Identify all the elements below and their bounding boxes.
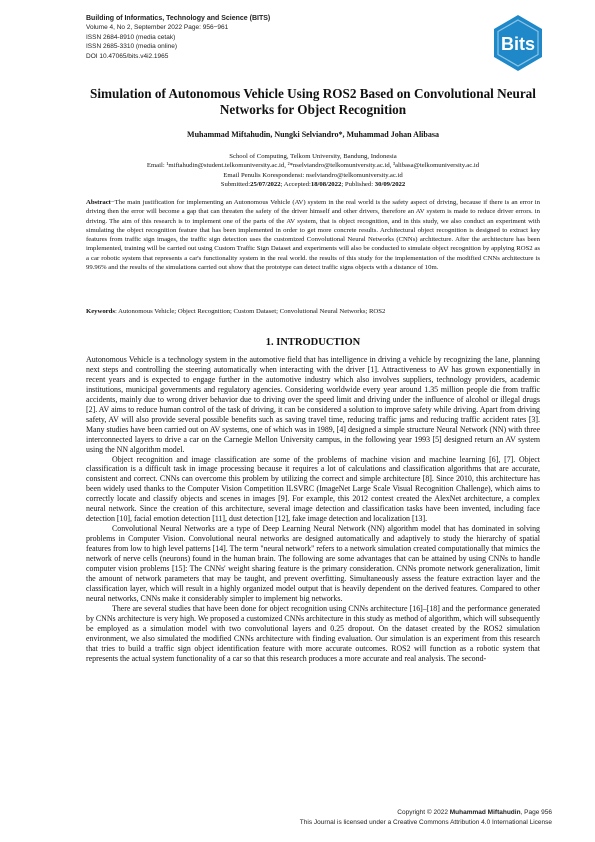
- logo-text: Bits: [500, 34, 536, 54]
- published-label: ; Published:: [341, 180, 375, 188]
- paper-title: Simulation of Autonomous Vehicle Using ROS2 Based on Convolutional Neural Networks for Object Recognition: [90, 86, 536, 117]
- published-date: 30/09/2022: [374, 180, 406, 188]
- paragraph: Object recognition and image classification are some of the problems of machine vision and machine learning [6], [7]. Object classification is a difficult task in image processing because it requires a lot of calculations and classification algorithms that are accurate, consistent and correct. CNNs can overcome this problem by utilizing the correct and simple architecture [8]. Since 2010, this architecture has been widely used thanks to the Computer Vision Competition ILSVRC (ImageNet Large Scale Visual Recognition Challenge), which aims to correctly locate and classify objects and scenes in images [9]. For example, this 2012 contest created the AlexNet architecture, a complex neural network. Since the creation of this architecture, several image detection and classification tasks have been invented, including face detection [10], facial emotion detection [11], dust detection [12], fake image detection and localization [13].: [86, 454, 540, 524]
- paragraph: Convolutional Neural Networks are a type of Deep Learning Neural Network (NN) algorithm model that has dominated in solving problems in Computer Vision. Convolutional neural networks are designed automatically and adaptively to study the hierarchy of spatial features from low to high level patterns [14]. The term "neural network" refers to a network simulation created computationally that mimics the network of nerve cells (neurons) found in the human brain. The following are some advantages that can be attained by using CNNs to handle computer vision problems [15]: The CNNs' weight sharing feature is the primary consideration. CNNs promote network generalization, limit the amount of network parameters that may be taught, and prevent overfitting. Simultaneously assess the feature extraction layer and the classification layer, which will result in a highly organized model output that is heavily dependent on the derived features. Compared to other neural networks, CNNs make it considerably simpler to implement big networks.: [86, 524, 540, 603]
- dates: [86, 180, 540, 189]
- emails: Email: ¹miftahudin@student.telkomuniversity.ac.id, ²*nselviandro@telkomuniversity.ac.id, ³alibasa@telkomuniversity.ac.id: [146, 162, 480, 170]
- submitted-date: 25/07/2022: [250, 180, 281, 188]
- authors: Muhammad Miftahudin, Nungki Selviandro*, Muhammad Johan Alibasa: [187, 130, 439, 139]
- paragraph: There are several studies that have been done for object recognition using CNNs architecture [16]–[18] and the performance generated by CNNs architecture is very high. We proposed a customized CNNs architecture in this study as method of algorithm, which will subsequently be employed as a simulation model with two convolutional layers and 0.25 dropout. On the dataset created by the ROS2 simulation environment, we also simulated the modified CNNs architecture with finding evaluation. Our simulation is an experiment from this research that tries to build a traffic sign object identification feature with more accurate outcomes. ROS2 will function as a robotic system that represents the actual system functionality of a car so that this research produces a more accurate and real analysis. The second-: [86, 603, 540, 663]
- accepted-label: ; Accepted:: [280, 180, 311, 188]
- introduction-body: [86, 355, 540, 664]
- issn-print: ISSN 2684-8910 (media cetak): [86, 33, 176, 41]
- abstract: [86, 198, 540, 272]
- doi: DOI 10.47065/bits.v4i2.1965: [86, 52, 169, 60]
- issn-online: ISSN 2685-3310 (media online): [86, 43, 178, 51]
- page-footer: [300, 808, 552, 828]
- abstract-text: −The main justification for implementing an Autonomous Vehicle (AV) system in the real world is the safety aspect of driving, because if there is an error in driving then the error will become a gap that can threaten the safety of the driver himself and other drivers, therefore an AV system is made to reduce driver errors. in driving. The aim of this research is to implement one of the parts of the AV system, that is object recognition, and in this study, we also conduct an experiment with simulating the object recognition feature that has been implemented in order to get more concrete results. Architectural object recognition is designed to extract key features from traffic sign images, the traffic sign detection uses the customized Convolutional Neural Networks (CNNs) architecture. After the architecture has been implemented, training will be carried out using Custom Traffic Sign Dataset and experiments will also be conducted to simulate object recognition by applying ROS2 as a car robotic system that represents a car's functionality system in the real world. the results of this study for the implementation of the modified CNNs architecture is 99.96% and the results of the simulations carried out show that the prototype can detect traffic signs objects with a distance of 10m.: [86, 199, 540, 272]
- accepted-date: 18/08/2022: [310, 180, 342, 188]
- journal-header: [86, 14, 270, 61]
- copyright: Copyright © 2022: [397, 809, 450, 816]
- volume-info: Volume 4, No 2, September 2022 Page: 956−961: [86, 24, 229, 32]
- keywords-label: Keywords: [86, 308, 115, 315]
- bits-logo: [487, 12, 549, 74]
- affiliation: [86, 152, 540, 189]
- correspondence-email: Email Penulis Korespondensi: nselviandro@telkomuniversity.ac.id: [223, 171, 403, 179]
- keywords-text: : Autonomous Vehicle; Object Recognition; Custom Dataset; Convolutional Neural Networks; ROS2: [114, 308, 386, 315]
- copyright-line: [300, 808, 552, 818]
- section-heading: 1. INTRODUCTION: [265, 337, 361, 348]
- page-number: , Page 956: [520, 809, 552, 816]
- submitted-label: Submitted:: [220, 180, 251, 188]
- footer-author: Muhammad Miftahudin: [449, 809, 521, 816]
- license: This Journal is licensed under a Creative Commons Attribution 4.0 International License: [299, 819, 552, 826]
- paragraph: Autonomous Vehicle is a technology system in the automotive field that has intelligence in driving a vehicle by recognizing the lane, planning next steps and controlling the steering automatically when interacting with the driver [1]. Attractiveness to AV has grown exponentially in recent years and is expected to engage further in the automotive industry which also involves suppliers, technology providers, academic institutions, municipal governments and regulatory agencies. Considering worldwide every year around 1.35 million people die from traffic accidents, mainly due to wrong driver behavior due to driving over the speed limit and driving under the influence of alcohol or illegal drugs [2]. AV aims to reduce human control of the task of driving, it can be considered a solution to improve safety while driving. Apart from driving safety, AV will also provide several possible benefits such as saving travel time, reducing traffic jams and reducing traffic accident rates [3]. Many studies have been carried out on AV systems, one of which was in 1989, [4] designed a simple structure Neural Network (NN) with three interconnected layers to drive a car on the Carnegie Mellon University campus, in the following year 1993 [5] designed return an AV system using the NN algorithm model.: [86, 355, 540, 454]
- journal-name: Building of Informatics, Technology and Science (BITS): [86, 15, 271, 22]
- abstract-label: Abstract: [86, 199, 111, 206]
- school: School of Computing, Telkom University, Bandung, Indonesia: [229, 153, 397, 160]
- keywords: [86, 308, 540, 315]
